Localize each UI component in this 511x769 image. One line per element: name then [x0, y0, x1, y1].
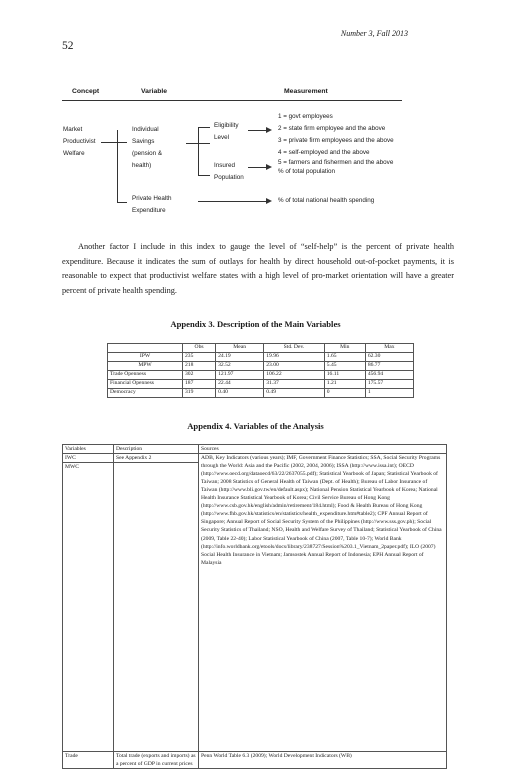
table-header-cell: Sources	[199, 445, 447, 454]
table-cell: 0	[324, 389, 365, 398]
journal-issue: Number 3, Fall 2013	[340, 29, 408, 38]
eligibility-line-1: Eligibility	[214, 122, 239, 129]
connector-variable-vertical	[198, 127, 199, 175]
table-row	[108, 353, 414, 362]
table-header-cell: Obs	[183, 344, 216, 353]
table-cell: 106.22	[264, 371, 325, 380]
measure-7: % of total national health spending	[278, 197, 375, 204]
arrow-eligibility-line	[248, 130, 267, 131]
appendix3-title: Appendix 3. Description of the Main Variables	[170, 319, 341, 329]
measure-2: 2 = state firm employee and the above	[278, 125, 386, 132]
table-row	[108, 389, 414, 398]
table-cell: 218	[183, 362, 216, 371]
table-cell: MPW	[108, 362, 183, 371]
table-cell: 23.00	[264, 362, 325, 371]
measure-3: 3 = private firm employees and the above	[278, 137, 394, 144]
arrow-insured-line	[248, 167, 267, 168]
insured-line-2: Population	[214, 174, 244, 181]
table-cell: Penn World Table 6.3 (2009); World Development Indicators (WB)	[199, 752, 447, 769]
table-cell: 5.45	[324, 362, 365, 371]
table-cell: 86.77	[365, 362, 413, 371]
concept-line-3: Welfare	[63, 150, 85, 157]
connector-insured	[198, 175, 210, 176]
table-row	[108, 380, 414, 389]
connector-concept-vertical	[117, 130, 118, 202]
measure-6: % of total population	[278, 168, 336, 175]
col-concept-header: Concept	[72, 88, 100, 95]
measure-5: 5 = farmers and fishermen and the above	[278, 159, 394, 166]
appendix3-table	[107, 343, 414, 398]
connector-private	[117, 202, 127, 203]
table-header-cell: Min	[324, 344, 365, 353]
variable1-line-1: Individual	[132, 126, 159, 133]
table-header-cell: Description	[114, 445, 199, 454]
table-cell: Democracy	[108, 389, 183, 398]
table-cell: 16.11	[324, 371, 365, 380]
table-cell: 1.65	[324, 353, 365, 362]
table-row	[63, 752, 447, 769]
measure-4: 4 = self-employed and the above	[278, 149, 370, 156]
table-cell: Financial Openness	[108, 380, 183, 389]
concept-line-2: Productivist	[63, 138, 96, 145]
table-cell: MWC	[63, 463, 114, 752]
table-row	[108, 362, 414, 371]
header-rule	[62, 100, 402, 101]
col-variable-header: Variable	[141, 88, 168, 95]
connector-concept	[101, 142, 127, 143]
table-cell: 1	[365, 389, 413, 398]
arrow-private-line	[198, 201, 267, 202]
table-cell: Total trade (exports and imports) as a percent of GDP in current prices	[114, 752, 199, 769]
table-cell: 456.94	[365, 371, 413, 380]
table-cell: 32.52	[216, 362, 264, 371]
table-header-cell	[108, 344, 183, 353]
body-paragraph: Another factor I include in this index to gauge the level of “self-help” is the percent of private health expenditure. Because it indicates the sum of outlays for health by direct household out-of-pocket payments, it is reasonable to expect that productivist welfare states with a high level of pro-market orientation will have a greater percent of private health spending.	[62, 242, 454, 296]
table-cell: 319	[183, 389, 216, 398]
table-cell: Trade	[63, 752, 114, 769]
table-header-cell: Mean	[216, 344, 264, 353]
page-number: 52	[62, 40, 74, 52]
table-cell: IPW	[108, 353, 183, 362]
table-header-cell: Variables	[63, 445, 114, 454]
connector-eligibility	[198, 127, 210, 128]
table-cell: 0.49	[264, 389, 325, 398]
table-cell: Trade Openness	[108, 371, 183, 380]
table-cell: 19.96	[264, 353, 325, 362]
eligibility-line-2: Level	[214, 134, 230, 141]
col-measurement-header: Measurement	[284, 88, 328, 95]
table-cell: 22.44	[216, 380, 264, 389]
table-cell: See Appendix 2	[114, 454, 199, 463]
table-header-row	[63, 445, 447, 454]
table-cell: 24.19	[216, 353, 264, 362]
table-row	[108, 371, 414, 380]
table-cell: 175.57	[365, 380, 413, 389]
table-header-cell: Std. Dev.	[264, 344, 325, 353]
table-cell: ADB, Key Indicators (various years); IMF, Government Finance Statistics; SSA, Social Security Programs through the World: Asia and the Pacific (2002, 2004, 2006); ISSA (http://www.issa.int); OECD (http://www.oecd.org/dataoecd/63/22/2637055.pdf); Statistical Yearbook of Japan; Statistical Yearbook of Taiwan; 2008 Statistics of General Health of Taiwan (Dept. of Health); Bureau of Labor Insurance of Taiwan (http://www.bli.gov.tw/en/default.aspx); National Pension Statistical Yearbook of Korea; National Health Insurance Statistical Yearbook of Korea; Civil Service Bureau of Hong Kong (http://www.csb.gov.hk/english/admin/retirement/184.html); Food & Health Bureau of Hong Kong (http://www.fhb.gov.hk/statistics/en/statistics/health_expenditure.htm#table2); CPF Annual Report of Singapore; Annual Report of Social Security System of the Philippines (http://www.sss.gov.ph); Social Security Statistics of Thailand; NSO, Health and Welfare Survey of Thailand; Statistical Yearbook of China (2009, Table 22-40); Labor Statistical Yearbook of China (2007, Table 10-7); World Bank (http://info.worldbank.org/etools/docs/library/238727/Session%203.1_Vietnam_2paper.pdf); ILO (2007) Social Health Insurance in Vietnam; Jamsostek Annual Report of Indonesia; EPH Annual Report of Malaysia	[199, 454, 447, 752]
variable1-line-2: Savings	[132, 138, 155, 145]
table-cell: 121.97	[216, 371, 264, 380]
table-cell: 302	[183, 371, 216, 380]
variable2-line-1: Private Health	[132, 195, 172, 202]
variable1-line-3: (pension &	[132, 150, 163, 157]
table-cell: 0.40	[216, 389, 264, 398]
table-row	[63, 454, 447, 463]
table-header-cell: Max	[365, 344, 413, 353]
variable2-line-2: Expenditure	[132, 207, 166, 214]
insured-line-1: Insured	[214, 162, 236, 169]
measure-1: 1 = govt employees	[278, 113, 333, 120]
appendix4-table	[62, 444, 447, 769]
arrow-insured-head	[266, 164, 272, 170]
table-cell: 31.37	[264, 380, 325, 389]
appendix4-title: Appendix 4. Variables of the Analysis	[187, 421, 324, 431]
table-cell: 235	[183, 353, 216, 362]
table-cell: 1.21	[324, 380, 365, 389]
table-cell	[114, 463, 199, 752]
table-cell: IWC	[63, 454, 114, 463]
arrow-eligibility-head	[266, 127, 272, 133]
arrow-private-head	[266, 198, 272, 204]
concept-line-1: Market	[63, 126, 83, 133]
variable1-line-4: health)	[132, 162, 152, 169]
table-cell: 187	[183, 380, 216, 389]
table-cell: 62.30	[365, 353, 413, 362]
table-header-row	[108, 344, 414, 353]
